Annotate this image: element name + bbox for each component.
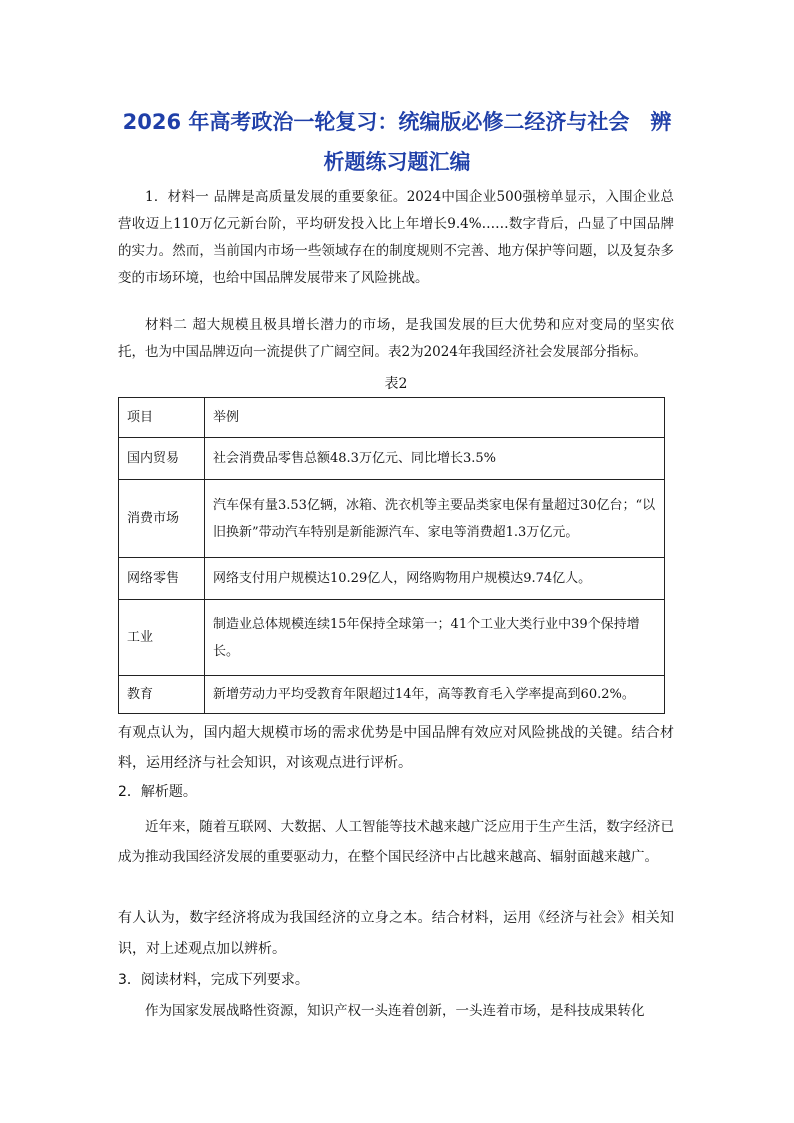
- title-line-2: 析题练习题汇编: [323, 150, 471, 174]
- document-title: [110, 102, 684, 182]
- table-row: [119, 558, 665, 600]
- q1-question: 有观点认为，国内超大规模市场的需求优势是中国品牌有效应对风险挑战的关键。结合材料，运用经济与社会知识，对该观点进行评析。: [118, 725, 674, 771]
- q2-heading: 2．解析题。: [118, 784, 197, 800]
- q1-material-2: 材料二 超大规模且极具增长潜力的市场，是我国发展的巨大优势和应对变局的坚实依托，也为中国品牌迈向一流提供了广阔空间。表2为2024年我国经济社会发展部分指标。: [118, 317, 674, 360]
- q1-material-1: 1．材料一 品牌是高质量发展的重要象征。2024中国企业500强榜单显示，入围企业总营收迈上110万亿元新台阶，平均研发投入比上年增长9.4%……数字背后，凸显了中国品牌的实力。然而，当前国内市场一些领域存在的制度规则不完善、地方保护等问题，以及复杂多变的市场环境，也给中国品牌发展带来了风险挑战。: [118, 189, 674, 286]
- q2-material: 近年来，随着互联网、大数据、人工智能等技术越来越广泛应用于生产生活，数字经济已成为推动我国经济发展的重要驱动力，在整个国民经济中占比越来越高、辐射面越来越广。: [118, 819, 674, 865]
- table-cell-example: 汽车保有量3.53亿辆，冰箱、洗衣机等主要品类家电保有量超过30亿台；“以旧换新”带动汽车特别是新能源汽车、家电等消费超1.3万亿元。: [205, 480, 665, 558]
- table-header-cell: 项目: [119, 398, 205, 438]
- table-cell-example: 社会消费品零售总额48.3万亿元、同比增长3.5%: [205, 438, 665, 480]
- table-caption: 表2: [384, 376, 408, 392]
- q2-question: 有人认为，数字经济将成为我国经济的立身之本。结合材料，运用《经济与社会》相关知识，对上述观点加以辨析。: [118, 910, 674, 957]
- q3-material: 作为国家发展战略性资源，知识产权一头连着创新，一头连着市场，是科技成果转化: [145, 1003, 645, 1019]
- table-header-row: [119, 398, 665, 438]
- indicator-table: [118, 397, 665, 714]
- table-cell-item: 消费市场: [119, 480, 205, 558]
- table-cell-item: 国内贸易: [119, 438, 205, 480]
- table-cell-example: 新增劳动力平均受教育年限超过14年，高等教育毛入学率提高到60.2%。: [205, 676, 665, 714]
- table-cell-item: 教育: [119, 676, 205, 714]
- table-cell-item: 网络零售: [119, 558, 205, 600]
- table-cell-example: 制造业总体规模连续15年保持全球第一；41个工业大类行业中39个保持增长。: [205, 600, 665, 676]
- table-header-cell: 举例: [205, 398, 665, 438]
- table-cell-example: 网络支付用户规模达10.29亿人，网络购物用户规模达9.74亿人。: [205, 558, 665, 600]
- table-row: [119, 600, 665, 676]
- table-cell-item: 工业: [119, 600, 205, 676]
- table-row: [119, 676, 665, 714]
- q3-heading: 3．阅读材料，完成下列要求。: [118, 972, 309, 988]
- title-line-1: 2026 年高考政治一轮复习：统编版必修二经济与社会 辨: [122, 110, 672, 134]
- table-row: [119, 480, 665, 558]
- table-row: [119, 438, 665, 480]
